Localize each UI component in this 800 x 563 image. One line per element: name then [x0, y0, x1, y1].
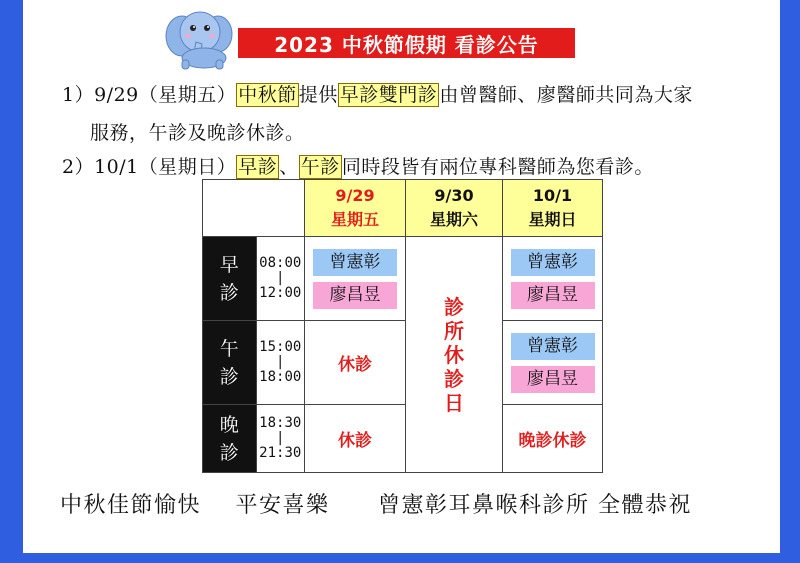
notice-1-mid: 提供	[298, 84, 338, 106]
evening-start-time: 18:30	[259, 415, 302, 431]
header-date-0929: 9/29	[335, 186, 375, 205]
closed-char-1: 診	[444, 294, 464, 319]
footer-greeting	[60, 488, 692, 519]
closed-char-2: 所	[444, 318, 464, 343]
footer-greeting-1: 中秋佳節愉快	[60, 493, 202, 518]
evening-end-time: 21:30	[259, 445, 302, 461]
session-morning-char-1: 早	[219, 253, 239, 276]
frame-right-border	[780, 0, 800, 563]
session-afternoon-label	[203, 321, 257, 405]
elephant-mascot-icon	[160, 6, 242, 72]
cell-1001-evening-rest: 晚診休診	[503, 405, 603, 473]
cell-1001-morning	[503, 237, 603, 321]
footer-greeting-2: 平安喜樂	[235, 493, 330, 518]
doctor-liao: 廖昌昱	[313, 282, 397, 309]
cell-0929-evening-rest: 休診	[305, 405, 406, 473]
doctor-liao: 廖昌昱	[511, 366, 595, 393]
cell-1001-afternoon	[503, 321, 603, 405]
table-corner	[203, 180, 305, 237]
header-day-1001: 星期日	[528, 210, 577, 229]
notice-1-suffix: 由曾醫師、廖醫師共同為大家	[439, 84, 693, 106]
announcement-title: 2023 中秋節假期 看診公告	[238, 28, 575, 58]
notice-2-line	[62, 152, 654, 179]
notice-1-line-2: 服務，午診及晚診休診。	[90, 122, 305, 144]
notice-1-highlight-festival: 中秋節	[238, 84, 297, 106]
closed-char-5: 日	[444, 390, 464, 415]
afternoon-time-bar: |	[276, 354, 285, 370]
header-1001	[503, 180, 603, 237]
footer-clinic: 曾憲彰耳鼻喉科診所 全體恭祝	[378, 493, 693, 518]
session-afternoon-char-2: 診	[219, 365, 239, 388]
afternoon-end-time: 18:00	[259, 369, 302, 385]
frame-left-border	[0, 0, 23, 563]
cell-0929-morning	[305, 237, 406, 321]
frame-bottom-border	[23, 553, 780, 563]
closed-char-4: 診	[444, 366, 464, 391]
schedule-table	[202, 179, 603, 473]
cell-0930-closed	[406, 237, 503, 473]
header-0930	[406, 180, 503, 237]
session-afternoon-char-1: 午	[219, 337, 239, 360]
doctor-tseng: 曾憲彰	[511, 333, 595, 360]
morning-end-time: 12:00	[259, 285, 302, 301]
session-morning-times	[256, 237, 304, 321]
session-evening-label	[203, 405, 257, 473]
cell-0929-afternoon-rest: 休診	[305, 321, 406, 405]
evening-time-bar: |	[276, 430, 285, 446]
session-afternoon-times	[256, 321, 304, 405]
doctor-liao: 廖昌昱	[511, 282, 595, 309]
notice-1-highlight-morning: 早診雙門診	[339, 84, 438, 106]
doctor-tseng: 曾憲彰	[313, 249, 397, 276]
notice-2-suffix: 同時段皆有兩位專科醫師為您看診。	[341, 156, 654, 178]
session-morning-char-2: 診	[219, 281, 239, 304]
notice-2-highlight-morning: 早診	[238, 156, 278, 178]
notice-1-prefix: 1）9/29（星期五）	[62, 84, 237, 106]
notice-2-prefix: 2）10/1（星期日）	[62, 156, 237, 178]
session-evening-char-1: 晚	[219, 413, 239, 436]
header-date-1001: 10/1	[532, 186, 573, 205]
doctor-tseng: 曾憲彰	[511, 249, 595, 276]
closed-char-3: 休	[444, 342, 464, 367]
header-0929	[305, 180, 406, 237]
header-day-0929: 星期五	[330, 210, 379, 229]
header-date-0930: 9/30	[434, 186, 474, 205]
header-day-0930: 星期六	[429, 210, 478, 229]
notice-2-highlight-afternoon: 午診	[300, 156, 340, 178]
session-evening-times	[256, 405, 304, 473]
notice-1-line-1	[62, 80, 693, 107]
morning-start-time: 08:00	[259, 255, 302, 271]
session-morning-label	[203, 237, 257, 321]
session-evening-char-2: 診	[219, 441, 239, 464]
afternoon-start-time: 15:00	[259, 339, 302, 355]
morning-time-bar: |	[276, 270, 285, 286]
notice-2-separator: 、	[279, 156, 299, 178]
